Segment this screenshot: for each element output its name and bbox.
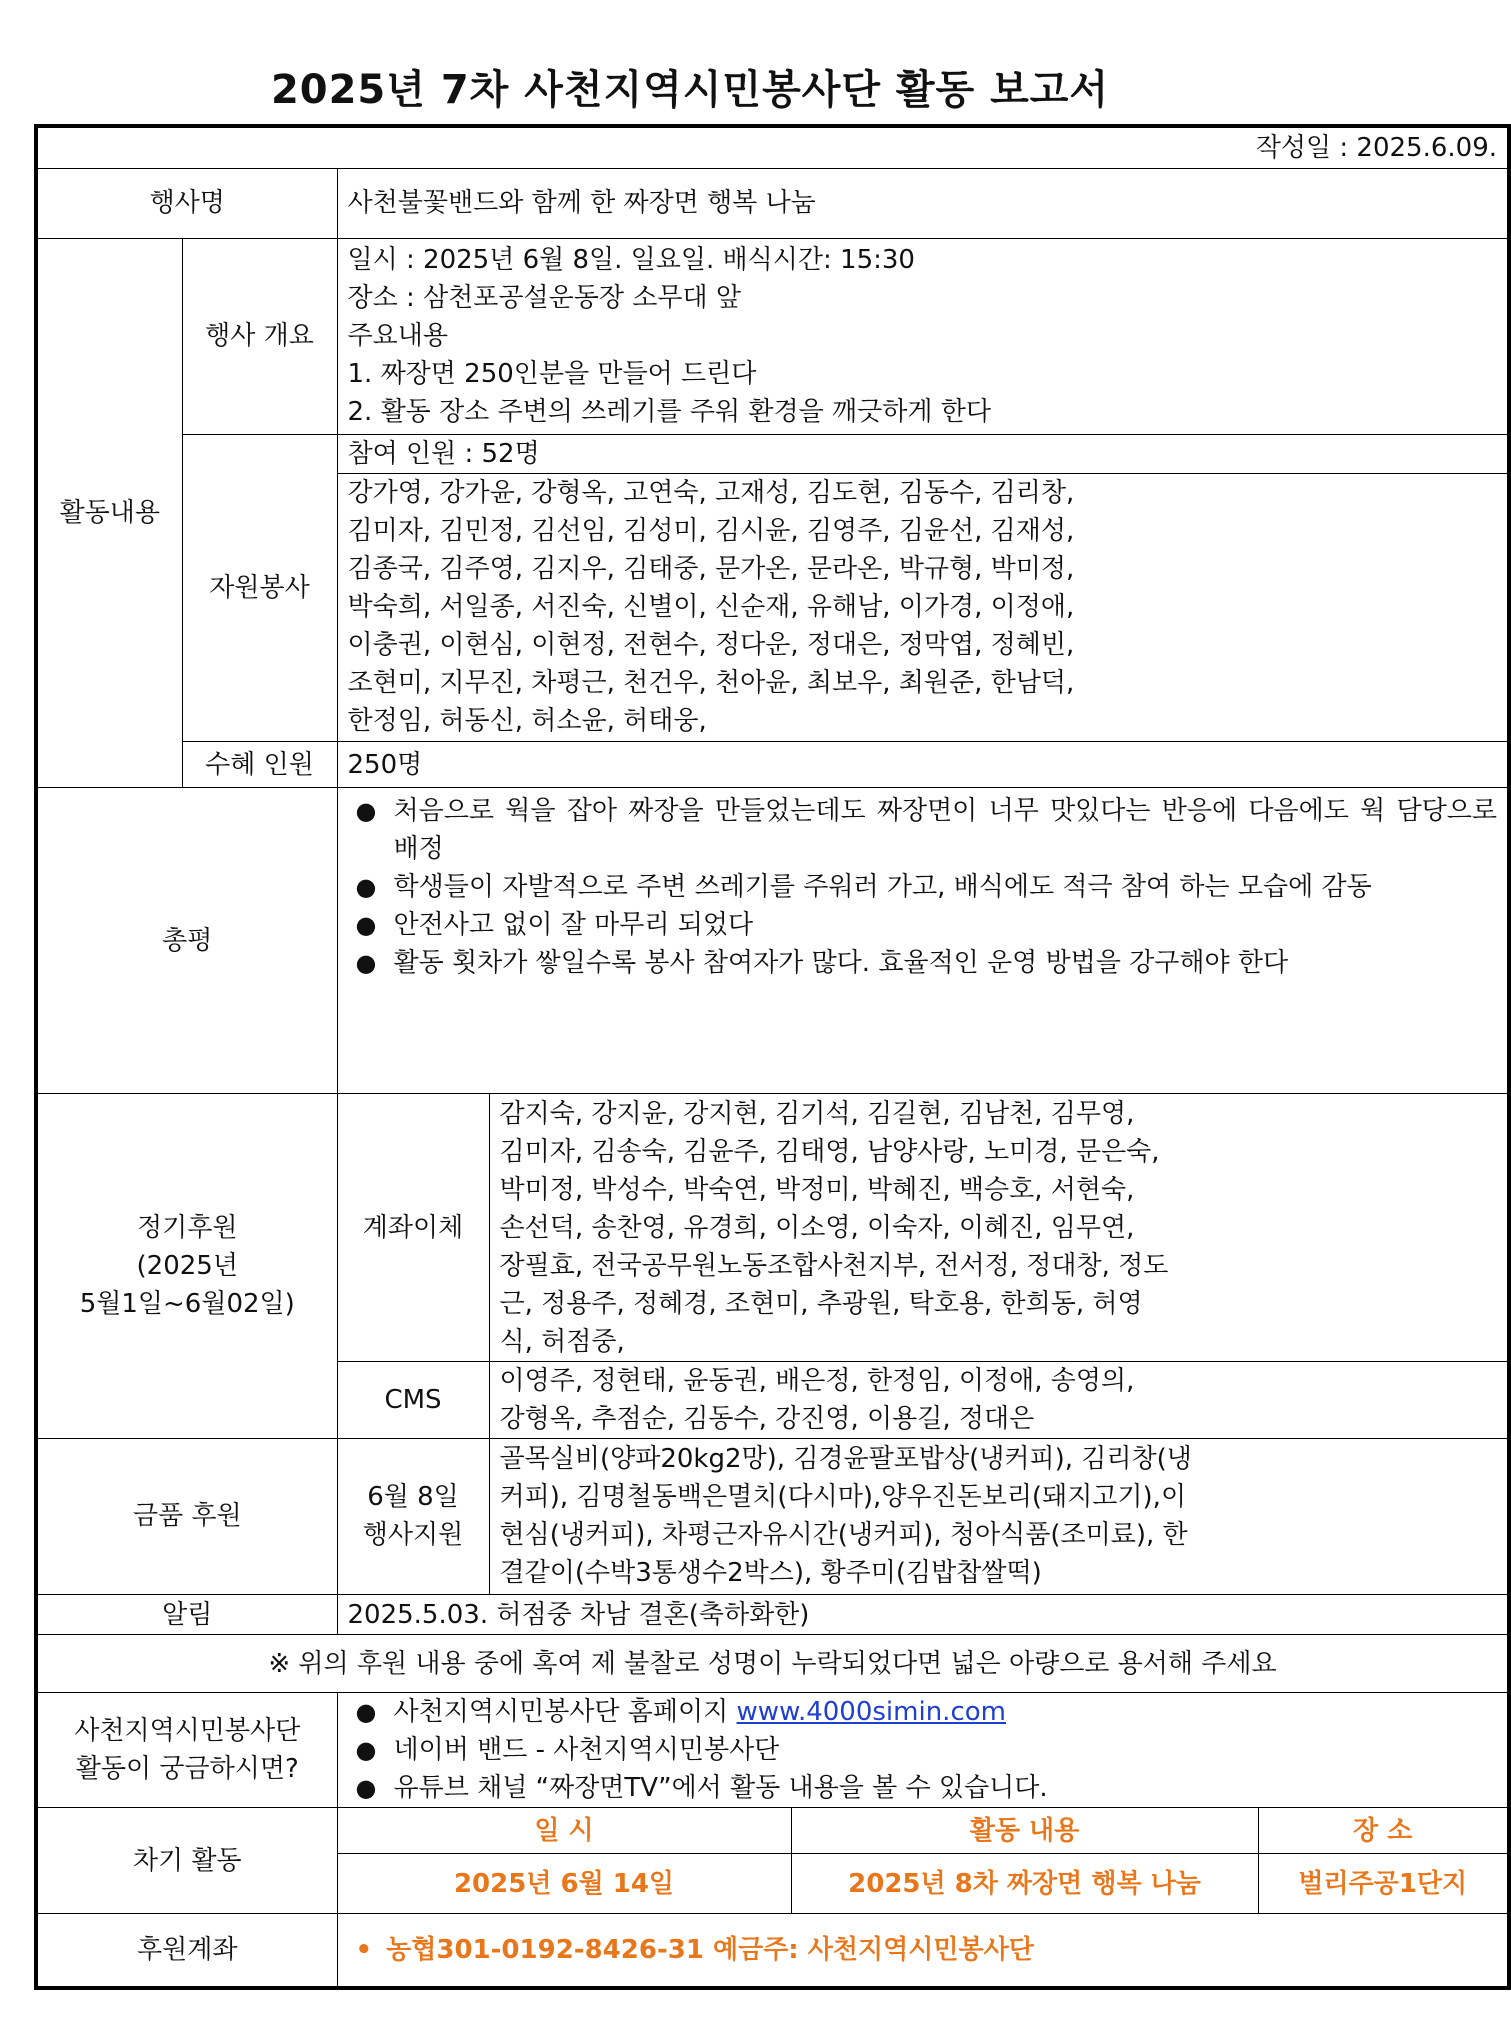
band-item: ● 네이버 밴드 - 사천지역시민봉사단	[348, 1731, 1498, 1769]
next-activity-label: 차기 활동	[36, 1808, 337, 1914]
volunteer-line: 조현미, 지무진, 차평근, 천건우, 천아윤, 최보우, 최원준, 한남덕,	[347, 668, 1075, 699]
transfer-names	[489, 1094, 1509, 1361]
volunteer-line: 김미자, 김민정, 김선임, 김성미, 김시윤, 김영주, 김윤선, 김재성,	[347, 516, 1075, 547]
review-label: 총평	[36, 788, 337, 1094]
goods-list	[489, 1438, 1509, 1594]
next-date: 2025년 6월 14일	[337, 1854, 791, 1914]
event-name: 사천불꽃밴드와 함께 한 짜장면 행복 나눔	[337, 168, 1509, 238]
next-content: 2025년 8차 짜장면 행복 나눔	[791, 1854, 1258, 1914]
volunteer-line: 강가영, 강가윤, 강형옥, 고연숙, 고재성, 김도현, 김동수, 김리창,	[347, 478, 1075, 509]
overview-line: 2. 활동 장소 주변의 쓰레기를 주워 환경을 깨긋하게 한다	[347, 397, 991, 428]
regular-sponsor-period-range: 5월1일~6월02일)	[79, 1289, 295, 1320]
transfer-line: 손선덕, 송찬영, 유경희, 이소영, 이숙자, 이혜진, 임무연,	[499, 1212, 1135, 1243]
curious-label-org: 사천지역시민봉사단	[74, 1716, 301, 1747]
account-text: 농협301-0192-8426-31 예금주: 사천지역시민봉사단	[386, 1935, 1034, 1966]
cms-line: 강형옥, 추점순, 김동수, 강진영, 이용길, 정대은	[499, 1403, 1035, 1434]
volunteer-line: 이충권, 이현심, 이현정, 전현수, 정다운, 정대은, 정막엽, 정혜빈,	[347, 630, 1075, 661]
goods-sponsor-label: 금품 후원	[36, 1438, 337, 1594]
volunteer-line: 박숙희, 서일종, 서진숙, 신별이, 신순재, 유해남, 이가경, 이정애,	[347, 592, 1075, 623]
regular-sponsor-label	[36, 1094, 337, 1438]
cms-label: CMS	[337, 1361, 489, 1438]
goods-sub-label	[337, 1438, 489, 1594]
volunteer-line: 한정임, 허동신, 허소윤, 허태웅,	[347, 706, 707, 737]
overview-content	[337, 238, 1509, 434]
review-item: ● 학생들이 자발적으로 주변 쓰레기를 주워러 가고, 배식에도 적극 참여 하는 모습에 감동	[348, 868, 1498, 906]
curious-label	[36, 1693, 337, 1808]
review-item: ● 안전사고 없이 잘 마무리 되었다	[348, 906, 1498, 944]
volunteer-names	[337, 473, 1509, 741]
next-head-place: 장 소	[1258, 1808, 1509, 1854]
youtube-item: ● 유튜브 채널 “짜장면TV”에서 활동 내용을 볼 수 있습니다.	[348, 1769, 1498, 1807]
transfer-line: 근, 정용주, 정혜경, 조현미, 추광원, 탁호용, 한희동, 허영	[499, 1288, 1143, 1319]
beneficiary-count: 250명	[337, 742, 1509, 788]
overview-line: 주요내용	[347, 321, 448, 352]
account-cell	[337, 1914, 1509, 1988]
transfer-line: 감지숙, 강지윤, 강지현, 김기석, 김길현, 김남천, 김무영,	[499, 1098, 1135, 1129]
report-table	[34, 124, 1511, 1990]
regular-sponsor-title: 정기후원	[137, 1213, 238, 1244]
next-head-content: 활동 내용	[791, 1808, 1258, 1854]
homepage-item	[348, 1693, 1498, 1731]
account-bullet-icon: •	[355, 1935, 373, 1966]
report-title: 2025년 7차 사천지역시민봉사단 활동 보고서	[270, 67, 1110, 113]
goods-line: 결같이(수박3통생수2박스), 황주미(김밥찹쌀떡)	[499, 1558, 1042, 1589]
transfer-line: 김미자, 김송숙, 김윤주, 김태영, 남양사랑, 노미경, 문은숙,	[499, 1136, 1160, 1167]
cms-names	[489, 1361, 1509, 1438]
transfer-line: 식, 허점중,	[499, 1326, 625, 1357]
next-head-date: 일 시	[337, 1808, 791, 1854]
transfer-line: 박미정, 박성수, 박숙연, 박정미, 박혜진, 백승호, 서현숙,	[499, 1174, 1135, 1205]
homepage-link[interactable]: www.4000simin.com	[736, 1697, 1006, 1728]
volunteer-label: 자원봉사	[182, 434, 337, 741]
written-date: 작성일 : 2025.6.09.	[36, 126, 1509, 168]
goods-sub-type: 행사지원	[362, 1520, 464, 1551]
homepage-text: 사천지역시민봉사단 홈페이지	[393, 1697, 737, 1728]
account-label: 후원계좌	[36, 1914, 337, 1988]
goods-line: 골목실비(양파20kg2망), 김경윤팔포밥상(냉커피), 김리창(냉	[499, 1444, 1192, 1475]
goods-sub-date: 6월 8일	[367, 1482, 459, 1513]
overview-line: 1. 짜장면 250인분을 만들어 드린다	[347, 359, 757, 390]
regular-sponsor-period-year: (2025년	[136, 1251, 238, 1282]
overview-line: 일시 : 2025년 6월 8일. 일요일. 배식시간: 15:30	[347, 245, 915, 276]
event-name-label: 행사명	[36, 168, 337, 238]
overview-line: 장소 : 삼천포공설운동장 소무대 앞	[347, 283, 741, 314]
review-item: ● 처음으로 웍을 잡아 짜장을 만들었는데도 짜장면이 너무 맛있다는 반응에 다음에도 웍 담당으로 배정	[348, 792, 1498, 868]
participant-count: 참여 인원 : 52명	[337, 434, 1509, 473]
goods-line: 커피), 김명철동백은멸치(다시마),양우진돈보리(돼지고기),이	[499, 1482, 1187, 1513]
transfer-line: 장필효, 전국공무원노동조합사천지부, 전서정, 정대창, 정도	[499, 1250, 1169, 1281]
review-item: ● 활동 횟차가 쌓일수록 봉사 참여자가 많다. 효율적인 운영 방법을 강구해야 한다	[348, 944, 1498, 982]
review-content	[337, 788, 1509, 1094]
notice-label: 알림	[36, 1595, 337, 1635]
volunteer-line: 김종국, 김주영, 김지우, 김태중, 문가온, 문라온, 박규형, 박미정,	[347, 554, 1075, 585]
notice-text: 2025.5.03. 허점중 차남 결혼(축하화한)	[337, 1595, 1509, 1635]
cms-line: 이영주, 정현태, 윤동권, 배은정, 한정임, 이정애, 송영의,	[499, 1365, 1135, 1396]
apology-note: ※ 위의 후원 내용 중에 혹여 제 불찰로 성명이 누락되었다면 넓은 아량으로 용서해 주세요	[36, 1635, 1509, 1693]
transfer-label: 계좌이체	[337, 1094, 489, 1361]
info-links	[337, 1693, 1509, 1808]
activity-label: 활동내용	[36, 238, 182, 788]
next-place: 벌리주공1단지	[1258, 1854, 1509, 1914]
curious-label-question: 활동이 궁금하시면?	[75, 1754, 299, 1785]
beneficiary-label: 수혜 인원	[182, 742, 337, 788]
overview-label: 행사 개요	[182, 238, 337, 434]
goods-line: 현심(냉커피), 차평근자유시간(냉커피), 청아식품(조미료), 한	[499, 1520, 1188, 1551]
